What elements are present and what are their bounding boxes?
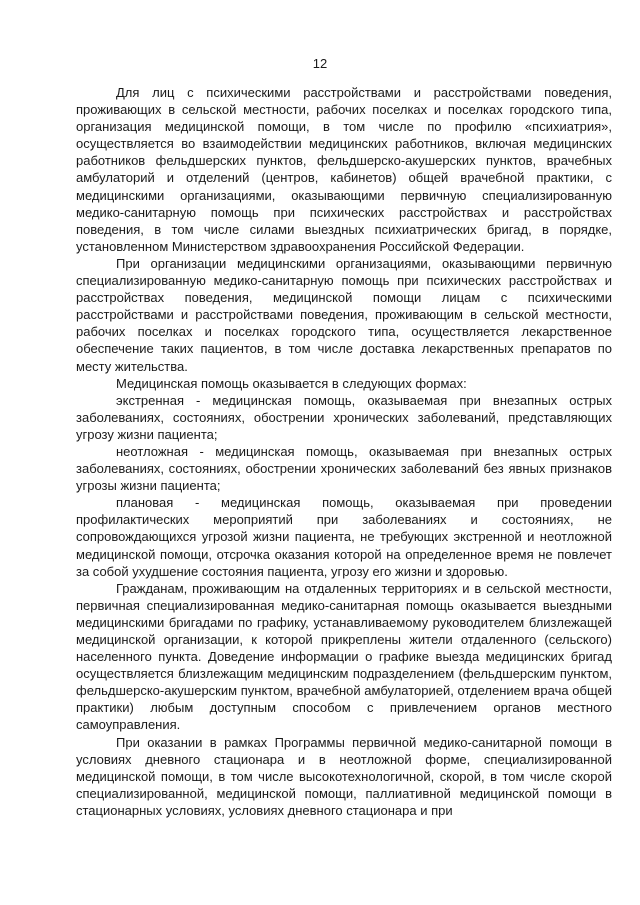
paragraph-forms-intro: Медицинская помощь оказывается в следующих формах: [116,375,467,391]
paragraph-drug-provision: При организации медицинскими организациями, оказывающими первичную специализированную медико-санитарную помощь при психических расстройствах и расстройствах поведения, медицинской помощи лицам с психическими расстройствами и расстройствами поведения, проживающим в сельской местности, рабочих поселках и поселках городского типа, осуществляется лекарственное обеспечение таких пациентов, в том числе доставка лекарственных препаратов по месту жительства. [76,255,612,374]
paragraph-psychiatric-rural-care: Для лиц с психическими расстройствами и расстройствами поведения, проживающих в сельской местности, рабочих поселках и поселках городского типа, организация медицинской помощи, в том числе по профилю «психиатрия», осуществляется во взаимодействии медицинских работников, включая медицинских работников фельдшерских пунктов, фельдшерско-акушерских пунктов, врачебных амбулаторий и отделений (центров, кабинетов) общей врачебной практики, с медицинскими организациями, оказывающими первичную специализированную медико-санитарную помощь при психических расстройствах и расстройствах поведения, в том числе силами выездных психиатрических бригад, в порядке, установленном Министерством здравоохранения Российской Федерации. [76,85,612,254]
paragraph-form-planned: плановая - медицинская помощь, оказываемая при проведении профилактических мероприятий при заболеваниях и состояниях, не сопровождающихся угрозой жизни пациента, не требующих экстренной и неотложной медицинской помощи, отсрочка оказания которой на определенное время не повлечет за собой ухудшение состояния пациента, угрозу его жизни и здоровью. [76,495,612,579]
page-number: 12 [312,56,328,71]
paragraph-form-emergency: экстренная - медицинская помощь, оказываемая при внезапных острых заболеваниях, состояниях, обострении хронических заболеваний, представляющих угрозу жизни пациента; [76,392,612,442]
paragraph-program-provision: При оказании в рамках Программы первичной медико-санитарной помощи в условиях дневного стационара и в неотложной форме, специализированной медицинской помощи, в том числе высокотехнологичной, скорой, в том числе скорой специализированной, медицинской помощи, паллиативной медицинской помощи в стационарных условиях, условиях дневного стационара и при [76,734,612,818]
document-body [76,84,612,819]
paragraph-form-urgent: неотложная - медицинская помощь, оказываемая при внезапных острых заболеваниях, состояниях, обострении хронических заболеваний без явных признаков угрозы жизни пациента; [76,443,612,494]
paragraph-remote-territories: Гражданам, проживающим на отдаленных территориях и в сельской местности, первичная специализированная медико-санитарная помощь оказывается выездными медицинскими бригадами по графику, устанавливаемому руководителем близлежащей медицинской организации, к которой прикреплены жители отдаленного (сельского) населенного пункта. Доведение информации о графике выезда медицинских бригад осуществляется близлежащим медицинским подразделением (фельдшерским пунктом, фельдшерско-акушерским пунктом, врачебной амбулаторией, отделением врача общей практики) любым доступным способом с привлечением органов местного самоуправления. [76,580,612,733]
